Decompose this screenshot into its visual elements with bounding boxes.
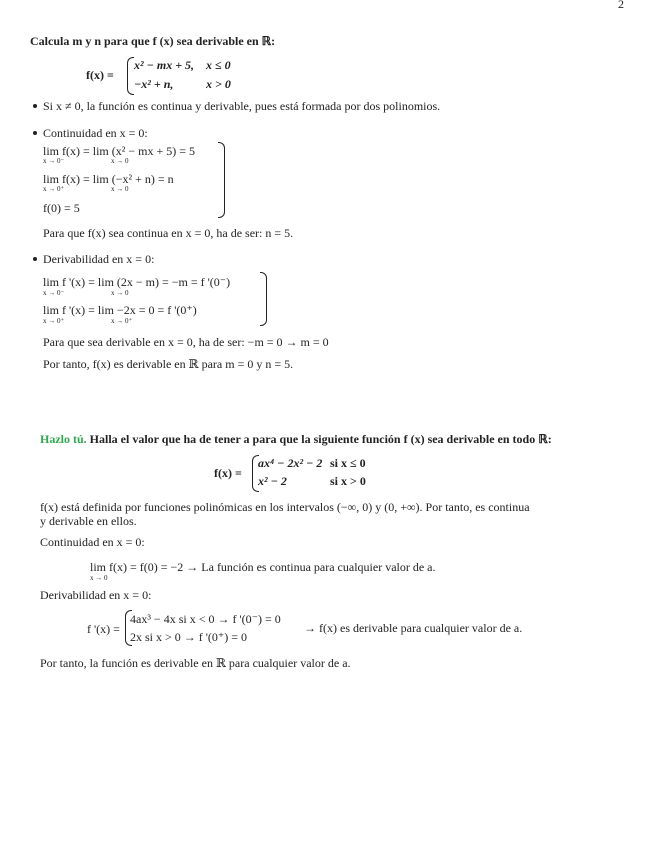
polynomial-line-1: f(x) está definida por funciones polinómicas en los intervalos (−∞, 0) y (0, +∞). Por tanto, es continua [40, 500, 530, 514]
derivative-left: lim f '(x) = lim (2x − m) = −m = f '(0⁻) [43, 275, 231, 289]
problem-f-label: f(x) = [86, 68, 114, 82]
exercise-continuity-title: Continuidad en x = 0: [40, 535, 145, 549]
limit-left: lim f(x) = lim (x² − mx + 5) = 5 [43, 144, 195, 158]
exercise-label: Hazlo tú. [40, 432, 87, 446]
problem-piece2-expr: −x² + n, [134, 77, 174, 91]
bullet-nonzero: Si x ≠ 0, la función es continua y derivable, pues está formada por dos polinomios. [43, 99, 441, 113]
exercise-continuity-limit: lim f(x) = f(0) = −2 → La función es continua para cualquier valor de a. [90, 560, 436, 574]
exercise-statement-line [40, 432, 552, 446]
continuity-heading: Continuidad en x = 0: [43, 126, 148, 140]
limit-left-sub: x → 0⁻ [43, 157, 65, 165]
solution-final: Por tanto, f(x) es derivable en ℝ para m = 0 y n = 5. [43, 357, 294, 371]
exercise-derivative-row-1: 4ax³ − 4x si x < 0 → f '(0⁻) = 0 [130, 612, 281, 626]
derivative-left-sub: x → 0⁻ [43, 289, 65, 297]
bullet-dot [33, 257, 37, 261]
derivative-right-sub: x → 0⁺ [43, 317, 65, 325]
problem-brace [127, 57, 134, 95]
derivative-right: lim f '(x) = lim −2x = 0 = f '(0⁺) [43, 303, 197, 317]
exercise-derivability-title: Derivabilidad en x = 0: [40, 588, 152, 602]
limit-right: lim f(x) = lim (−x² + n) = n [43, 172, 174, 186]
limit-right-sub: x → 0⁺ [43, 185, 65, 193]
polynomial-line-2: y derivable en ellos. [40, 514, 137, 528]
exercise-piece1-expr: ax⁴ − 2x² − 2 [258, 456, 323, 470]
exercise-continuity-sub: x → 0 [90, 574, 108, 582]
continuity-conclusion: Para que f(x) sea continua en x = 0, ha de ser: n = 5. [43, 226, 294, 240]
exercise-piece1-cond: si x ≤ 0 [330, 456, 366, 470]
bullet-dot [33, 104, 37, 108]
derivability-heading: Derivabilidad en x = 0: [43, 252, 155, 266]
exercise-piece2-cond: si x > 0 [330, 474, 366, 488]
exercise-final: Por tanto, la función es derivable en ℝ para cualquier valor de a. [40, 656, 351, 670]
exercise-f-label: f(x) = [214, 466, 242, 480]
exercise-derivative-result: → f(x) es derivable para cualquier valor de a. [304, 621, 523, 635]
exercise-piece2-expr: x² − 2 [258, 474, 287, 488]
problem-piece1-expr: x² − mx + 5, [134, 58, 195, 72]
derivative-left-sub2: x → 0 [111, 289, 129, 297]
problem-piece2-cond: x > 0 [206, 77, 231, 91]
f-at-zero: f(0) = 5 [43, 201, 80, 215]
exercise-derivative-row-2: 2x si x > 0 → f '(0⁺) = 0 [130, 630, 248, 644]
problem-statement: Calcula m y n para que f (x) sea derivable en ℝ: [30, 34, 276, 48]
problem-piece1-cond: x ≤ 0 [206, 58, 231, 72]
continuity-brace [218, 142, 225, 218]
bullet-dot [33, 131, 37, 135]
exercise-derivative-label: f '(x) = [87, 622, 120, 636]
exercise-statement: Halla el valor que ha de tener a para que la siguiente función f (x) sea derivable en todo ℝ: [89, 432, 552, 446]
derivative-right-sub2: x → 0⁺ [111, 317, 133, 325]
page-number: 2 [618, 0, 624, 11]
derivability-conclusion: Para que sea derivable en x = 0, ha de ser: −m = 0 → m = 0 [43, 335, 329, 349]
limit-left-sub2: x → 0 [111, 157, 129, 165]
derivative-brace [260, 272, 267, 326]
limit-right-sub2: x → 0 [111, 185, 129, 193]
